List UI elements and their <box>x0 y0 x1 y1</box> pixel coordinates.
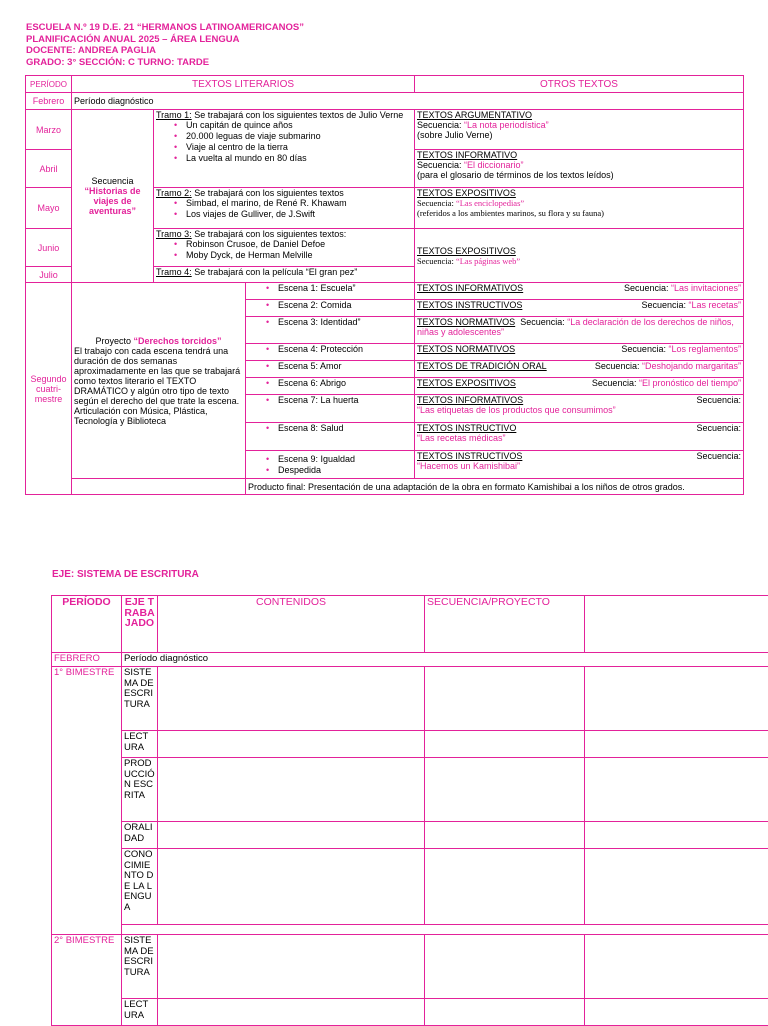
school-name: ESCUELA N.º 19 D.E. 21 “HERMANOS LATINOAMERICANOS” <box>26 22 304 34</box>
escena-cell <box>246 378 415 395</box>
empty-cell <box>158 935 425 999</box>
escena-otros <box>415 317 744 344</box>
seq-label: Secuencia: <box>592 378 639 388</box>
escena-otros <box>415 423 744 451</box>
tramo4-label: Tramo 4: <box>156 267 192 277</box>
header-literarios: TEXTOS LITERARIOS <box>72 76 415 93</box>
seq-note: (sobre Julio Verne) <box>417 130 741 140</box>
proyecto-cell <box>72 283 246 479</box>
empty-cell <box>158 822 425 849</box>
seq-value: “La nota periodística” <box>464 120 549 130</box>
escena-otros <box>415 361 744 378</box>
eje-cell: SISTEMA DE ESCRITURA <box>122 935 158 999</box>
empty-cell <box>425 731 585 758</box>
period-junio: Junio <box>26 229 72 267</box>
plan-title: PLANIFICACIÓN ANUAL 2025 – ÁREA LENGUA <box>26 34 304 46</box>
febrero-text: Período diagnóstico <box>72 93 744 110</box>
eje-table <box>51 595 768 1026</box>
period-julio: Julio <box>26 267 72 283</box>
seq-label: Secuencia: <box>641 300 688 310</box>
febrero-text: Período diagnóstico <box>122 653 768 667</box>
escena-otros <box>415 451 744 479</box>
empty-cell <box>425 999 585 1026</box>
text-type: TEXTOS EXPOSITIVOS <box>417 378 516 388</box>
seq-value: “Las invitaciones” <box>671 283 741 293</box>
list-item: • Moby Dyck, de Herman Melville <box>174 250 412 261</box>
seq-label: Secuencia: <box>520 317 567 327</box>
proyecto-title: “Derechos torcidos” <box>134 336 222 346</box>
list-item: • Despedida <box>266 465 412 476</box>
list-item: • Viaje al centro de la tierra <box>174 142 412 153</box>
seq-label: Secuencia: <box>621 344 668 354</box>
otros-mayo <box>415 188 744 229</box>
text-type: TEXTOS INFORMATIVO <box>417 150 741 160</box>
empty-cell <box>585 667 768 731</box>
list-item: • Los viajes de Gulliver, de J.Swift <box>174 209 412 220</box>
seq-value: “Las recetas” <box>688 300 741 310</box>
list-item: • La vuelta al mundo en 80 días <box>174 153 412 164</box>
eje-cell: CONOCIMIENTO DE LA LENGUA <box>122 849 158 925</box>
list-item: • Un capitán de quince años <box>174 120 412 131</box>
tramo1-text: Se trabajará con los siguientes textos de Julio Verne <box>192 110 404 120</box>
tramo2-label: Tramo 2: <box>156 188 192 198</box>
proyecto-desc: El trabajo con cada escena tendrá una duración de dos semanas aproximadamente en las que se trabajará como textos literario el TEXTO DRAMÁTICO y algún otro tipo de texto según el derecho del que trate la escena. <box>74 346 243 406</box>
annual-plan-table <box>25 75 744 495</box>
text-type: TEXTOS ARGUMENTATIVO <box>417 110 741 120</box>
seq-value: “La declaración de los derechos de niños, niñas y adolescentes” <box>417 317 734 337</box>
text-type: TEXTOS EXPOSITIVOS <box>417 246 741 256</box>
list-item: • Escena 6: Abrigo <box>266 378 412 389</box>
seq-label: Secuencia: <box>417 256 456 266</box>
eje-cell: LECTURA <box>122 731 158 758</box>
tramo1-cell <box>154 110 415 188</box>
tramo3-text: Se trabajará con los siguientes textos: <box>192 229 347 239</box>
tramo3-label: Tramo 3: <box>156 229 192 239</box>
tramo2-cell <box>154 188 415 229</box>
header-eje: EJE TRABAJADO <box>122 596 158 653</box>
tramo4-cell <box>154 267 415 283</box>
text-type: TEXTOS INFORMATIVOS <box>417 283 523 293</box>
empty-cell <box>158 999 425 1026</box>
text-type: TEXTOS INFORMATIVOS <box>417 395 523 405</box>
header-otros: OTROS TEXTOS <box>415 76 744 93</box>
grade-info: GRADO: 3° SECCIÓN: C TURNO: TARDE <box>26 57 304 69</box>
period-febrero: FEBRERO <box>52 653 122 667</box>
seq-label: Secuencia: <box>417 198 456 208</box>
seq-value: “Las páginas web” <box>456 256 520 266</box>
header-periodo: PERÍODO <box>26 76 72 93</box>
empty-cell <box>585 935 768 999</box>
tramo1-label: Tramo 1: <box>156 110 192 120</box>
secuencia-title: “Historias de viajes de aventuras” <box>74 186 151 216</box>
empty-row <box>122 925 768 935</box>
empty-cell <box>158 731 425 758</box>
text-type: TEXTOS DE TRADICIÓN ORAL <box>417 361 547 371</box>
list-item: • Escena 1: Escuela” <box>266 283 412 294</box>
proyecto-label: Proyecto <box>95 336 133 346</box>
period-bim1: 1° BIMESTRE <box>52 667 122 935</box>
empty-cell <box>425 822 585 849</box>
empty-cell <box>158 849 425 925</box>
empty-cell <box>158 758 425 822</box>
tramo3-cell <box>154 229 415 267</box>
period-bim2: 2° BIMESTRE <box>52 935 122 1026</box>
empty-cell <box>425 935 585 999</box>
escena-otros <box>415 283 744 300</box>
list-item: • Escena 4: Protección <box>266 344 412 355</box>
empty-cell <box>72 479 246 495</box>
teacher-name: DOCENTE: ANDREA PAGLIA <box>26 45 304 57</box>
escena-otros <box>415 378 744 395</box>
seq-label: Secuencia: <box>417 160 464 170</box>
escena-cell <box>246 283 415 300</box>
seq-label: Secuencia: <box>595 361 642 371</box>
otros-junio <box>415 229 744 283</box>
list-item: • Escena 2: Comida <box>266 300 412 311</box>
text-type: TEXTOS NORMATIVOS <box>417 344 515 354</box>
escena-otros <box>415 395 744 423</box>
seq-note: (para el glosario de términos de los textos leídos) <box>417 170 741 180</box>
period-marzo: Marzo <box>26 110 72 150</box>
text-type: TEXTOS NORMATIVOS <box>417 317 515 327</box>
seq-label: Secuencia: <box>696 451 741 461</box>
escena-cell <box>246 317 415 344</box>
escena-otros <box>415 344 744 361</box>
empty-cell <box>425 667 585 731</box>
eje-cell: PRODUCCIÓN ESCRITA <box>122 758 158 822</box>
producto-final: Producto final: Presentación de una adaptación de la obra en formato Kamishibai a los niños de otros grados. <box>246 479 744 495</box>
list-item: • Escena 5: Amor <box>266 361 412 372</box>
empty-cell <box>425 758 585 822</box>
secuencia-label: Secuencia <box>74 176 151 186</box>
empty-cell <box>585 999 768 1026</box>
seq-value: “Los reglamentos” <box>668 344 741 354</box>
empty-cell <box>585 849 768 925</box>
otros-abril <box>415 150 744 188</box>
eje-title: EJE: SISTEMA DE ESCRITURA <box>52 569 199 580</box>
escena-cell <box>246 361 415 378</box>
escena-cell <box>246 344 415 361</box>
list-item: • Escena 9: Igualdad <box>266 454 412 465</box>
list-item: • Robinson Crusoe, de Daniel Defoe <box>174 239 412 250</box>
text-type: TEXTOS INSTRUCTIVO <box>417 423 516 433</box>
period-mayo: Mayo <box>26 188 72 229</box>
seq-label: Secuencia: <box>417 120 464 130</box>
header-contenidos: CONTENIDOS <box>158 596 425 653</box>
period-abril: Abril <box>26 150 72 188</box>
escena-cell <box>246 395 415 423</box>
seq-label: Secuencia: <box>696 395 741 405</box>
list-item: • Escena 7: La huerta <box>266 395 412 406</box>
escena-cell <box>246 423 415 451</box>
seq-value: “El pronóstico del tiempo” <box>639 378 741 388</box>
list-item: • 20.000 leguas de viaje submarino <box>174 131 412 142</box>
seq-value: “Las enciclopedias” <box>456 198 524 208</box>
empty-cell <box>425 849 585 925</box>
text-type: TEXTOS EXPOSITIVOS <box>417 188 741 198</box>
seq-value: “Las etiquetas de los productos que consumimos” <box>417 405 616 415</box>
header-periodo: PERÍODO <box>52 596 122 653</box>
seq-note: (referidos a los ambientes marinos, su flora y su fauna) <box>417 208 741 218</box>
seq-value: “Hacemos un Kamishibai” <box>417 461 520 471</box>
secuencia-cell <box>72 110 154 283</box>
eje-cell: SISTEMA DE ESCRITURA <box>122 667 158 731</box>
escena-cell <box>246 300 415 317</box>
text-type: TEXTOS INSTRUCTIVOS <box>417 451 522 461</box>
empty-cell <box>158 667 425 731</box>
tramo4-text: Se trabajará con la película “El gran pez” <box>192 267 358 277</box>
empty-cell <box>585 731 768 758</box>
seq-value: “Las recetas médicas” <box>417 433 506 443</box>
tramo2-text: Se trabajará con los siguientes textos <box>192 188 344 198</box>
proyecto-desc2: Articulación con Música, Plástica, Tecnología y Biblioteca <box>74 406 243 426</box>
seq-label: Secuencia: <box>696 423 741 433</box>
seq-label: Secuencia: <box>624 283 671 293</box>
list-item: • Escena 8: Salud <box>266 423 412 434</box>
list-item: • Escena 3: Identidad” <box>266 317 412 328</box>
text-type: TEXTOS INSTRUCTIVOS <box>417 300 522 310</box>
seq-value: “Deshojando margaritas” <box>642 361 741 371</box>
eje-cell: LECTURA <box>122 999 158 1026</box>
empty-cell <box>585 758 768 822</box>
period-febrero: Febrero <box>26 93 72 110</box>
seq-value: “El diccionario” <box>464 160 524 170</box>
escena-cell <box>246 451 415 479</box>
empty-cell <box>585 596 768 653</box>
document-header <box>26 22 304 68</box>
period-segundo: Segundo cuatri-mestre <box>26 283 72 495</box>
escena-otros <box>415 300 744 317</box>
header-secuencia: SECUENCIA/PROYECTO <box>425 596 585 653</box>
otros-marzo <box>415 110 744 150</box>
list-item: • Simbad, el marino, de René R. Khawam <box>174 198 412 209</box>
eje-cell: ORALIDAD <box>122 822 158 849</box>
empty-cell <box>585 822 768 849</box>
